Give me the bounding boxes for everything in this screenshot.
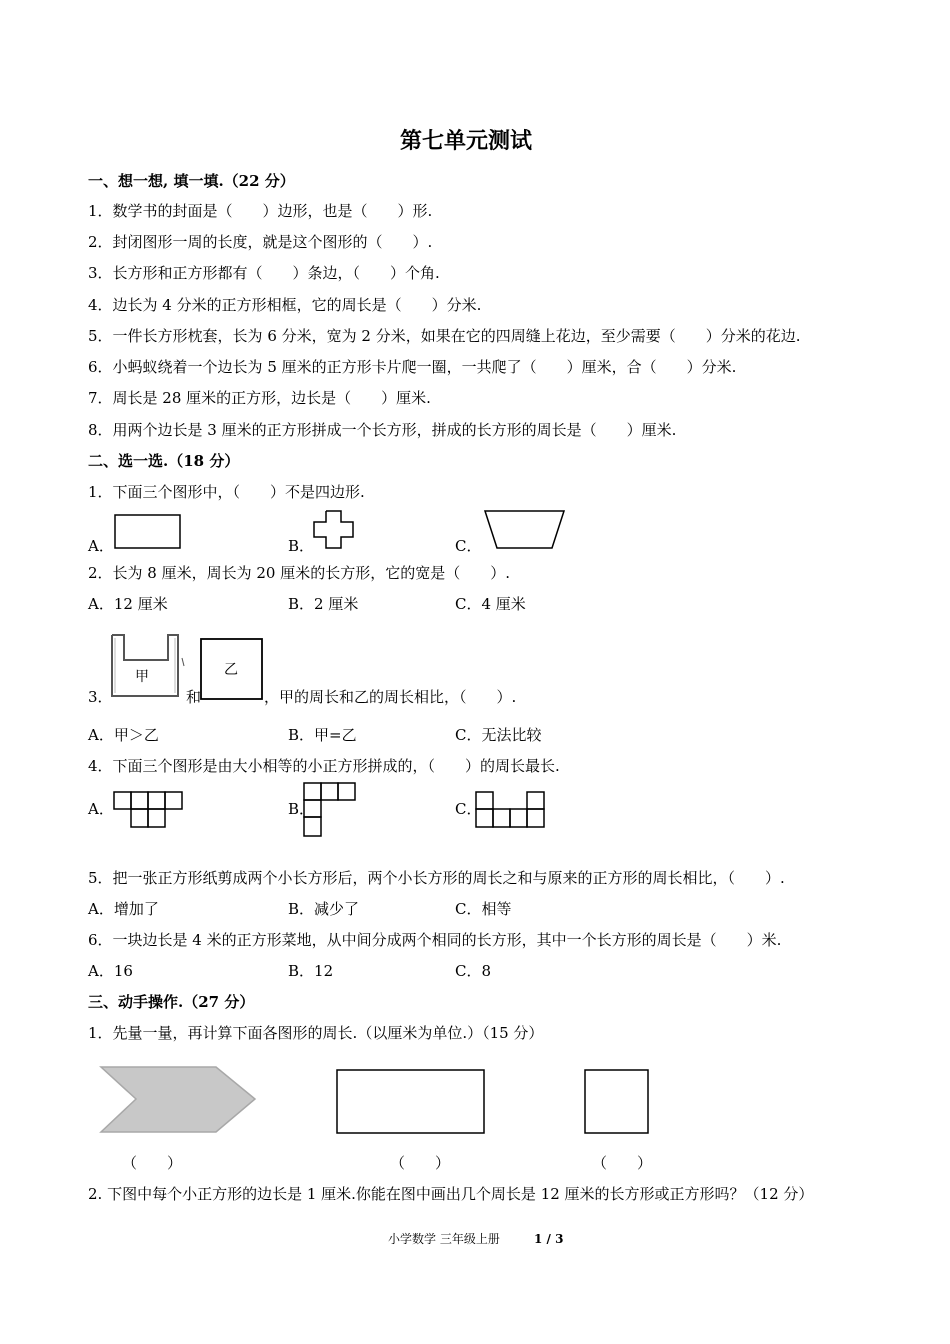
section3-heading: 三、动手操作.（27 分） [88,993,255,1011]
s2-q3-stem: ，甲的周长和乙的周长相比，（ ）. [264,688,517,706]
arrow-shape-figure [98,1064,260,1136]
s2-q6-option-b: B．12 [288,962,334,980]
s2-q5-stem: 5．把一张正方形纸剪成两个小长方形后，两个小长方形的周长之和与原来的正方形的周长相比，（ ）. [88,869,785,887]
s2-q2-option-b: B．2 厘米 [288,595,359,613]
s1-question-6: 6．小蚂蚁绕着一个边长为 5 厘米的正方形卡片爬一圈，一共爬了（ ）厘米，合（ ）分米. [88,358,737,376]
footer-subject: 小学数学 三年级上册 [388,1232,500,1246]
answer-blank-3: （ ） [592,1154,653,1172]
s2-q4-option-b: B． [288,800,315,818]
s2-q1-option-b: B． [288,537,315,555]
square-measure-figure [583,1068,651,1136]
s2-q4-option-a: A． [88,800,114,818]
page-title: 第七单元测试 [400,128,533,154]
s2-q3-option-b: B．甲=乙 [288,726,357,744]
s2-q3-number: 3． [88,688,113,706]
rectangle-measure-figure [335,1068,487,1136]
s2-q1-option-c: C． [455,537,482,555]
s2-q5-option-a: A．增加了 [88,900,159,918]
shape-jia-figure [106,630,186,700]
s3-q1-stem: 1．先量一量，再计算下面各图形的周长.（以厘米为单位.）（15 分） [88,1024,544,1042]
s1-question-4: 4．边长为 4 分米的正方形相框，它的周长是（ ）分米. [88,296,482,314]
s1-question-8: 8．用两个边长是 3 厘米的正方形拼成一个长方形，拼成的长方形的周长是（ ）厘米. [88,421,677,439]
s2-q6-option-a: A．16 [88,962,133,980]
s2-q6-stem: 6．一块边长是 4 米的正方形菜地，从中间分成两个相同的长方形，其中一个长方形的周长是（ ）米. [88,931,782,949]
cross-figure [312,509,356,551]
section1-heading: 一、想一想, 填一填.（22 分） [88,172,295,190]
s2-q5-option-c: C．相等 [455,900,512,918]
squares-figure-b [302,781,358,839]
s2-q4-stem: 4．下面三个图形是由大小相等的小正方形拼成的，（ ）的周长最长. [88,757,560,775]
rectangle-figure [113,513,183,551]
s1-question-1: 1．数学书的封面是（ ）边形，也是（ ）形. [88,202,433,220]
s2-q1-stem: 1．下面三个图形中，（ ）不是四边形. [88,483,365,501]
page-number: 1 / 3 [534,1232,564,1246]
s2-q2-option-c: C．4 厘米 [455,595,526,613]
s2-q5-option-b: B．减少了 [288,900,360,918]
section2-heading: 二、选一选.（18 分） [88,452,240,470]
squares-figure-a [112,790,184,830]
s2-q2-option-a: A．12 厘米 [88,595,168,613]
s2-q6-option-c: C．8 [455,962,492,980]
s2-q3-and: 和 [186,688,202,706]
s1-question-5: 5．一件长方形枕套，长为 6 分米，宽为 2 分米，如果在它的四周缝上花边，至少需要（ ）分米的花边. [88,327,801,345]
s1-question-3: 3．长方形和正方形都有（ ）条边，（ ）个角. [88,264,440,282]
s2-q4-option-c: C． [455,800,482,818]
s2-q3-option-a: A．甲＞乙 [88,726,159,744]
shape-yi-label: 乙 [224,662,238,678]
trapezoid-figure [482,508,568,551]
s2-q1-option-a: A． [88,537,114,555]
s3-q2-stem: 2. 下图中每个小正方形的边长是 1 厘米.你能在图中画出几个周长是 12 厘米的长方形或正方形吗？（12 分） [88,1185,814,1203]
answer-blank-2: （ ） [390,1154,451,1172]
answer-blank-1: （ ） [122,1154,183,1172]
s2-q3-option-c: C．无法比较 [455,726,542,744]
shape-jia-label: 甲 [135,669,149,685]
s2-q2-stem: 2．长为 8 厘米，周长为 20 厘米的长方形，它的宽是（ ）. [88,564,511,582]
s1-question-7: 7．周长是 28 厘米的正方形，边长是（ ）厘米. [88,389,431,407]
squares-figure-c [474,790,548,830]
s1-question-2: 2．封闭图形一周的长度，就是这个图形的（ ）. [88,233,433,251]
